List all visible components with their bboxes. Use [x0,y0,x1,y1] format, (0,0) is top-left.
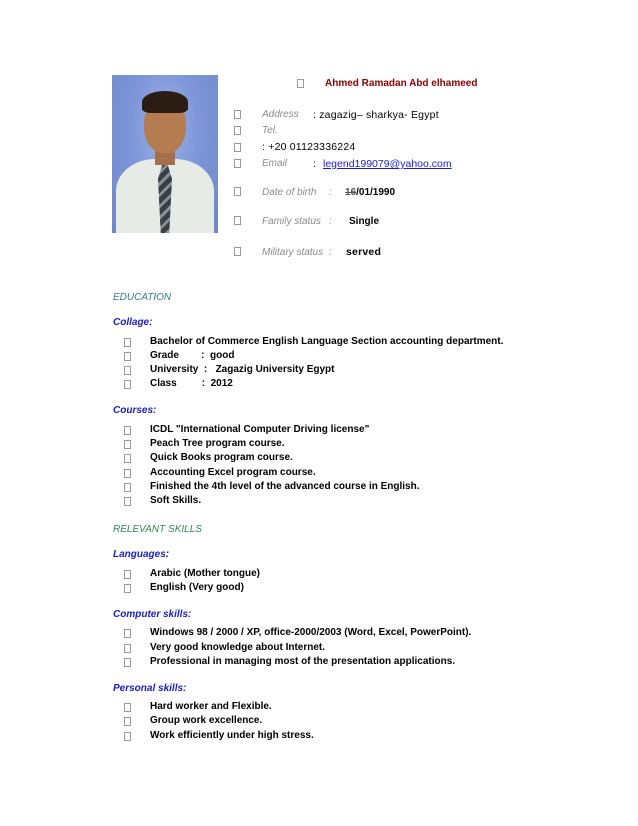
collage-label: Collage: [113,317,153,328]
email-label: Email [262,158,288,169]
full-name: Ahmed Ramadan Abd elhameed [325,78,478,89]
languages-label: Languages: [113,549,170,560]
military-colon: : [329,247,332,258]
computer-skills-label: Computer skills: [113,609,192,620]
bullet-box-icon [234,143,241,152]
skills-heading: RELEVANT SKILLS [113,524,202,535]
dob-colon: : [329,187,332,198]
courses-label: Courses: [113,405,157,416]
address-label: Address [262,109,299,120]
tel-value: : +20 01123336224 [262,141,356,153]
family-value: Single [349,216,380,227]
dob-label: Date of birth [262,187,317,198]
bullet-box-icon [234,159,241,168]
bullet-box-icon [297,79,304,88]
tel-label: Tel. [262,125,278,136]
bullet-box-icon [234,187,241,196]
dob-month-year: /01/1990 [356,187,396,198]
education-heading: EDUCATION [113,292,172,303]
address-value: : zagazig– sharkya- Egypt [313,109,439,121]
bullet-box-icon [234,216,241,225]
military-label: Military status [262,247,324,258]
dob-day: 16 [345,187,357,198]
profile-photo [112,75,218,233]
family-label: Family status [262,216,321,227]
email-link[interactable]: legend199079@yahoo.com [323,158,452,170]
personal-skills-label: Personal skills: [113,683,187,694]
dob-value [345,187,395,198]
military-value: served [346,246,382,258]
bullet-box-icon [234,110,241,119]
family-colon: : [329,216,332,227]
bullet-box-icon [234,247,241,256]
bullet-box-icon [234,126,241,135]
email-colon: : [313,158,317,170]
